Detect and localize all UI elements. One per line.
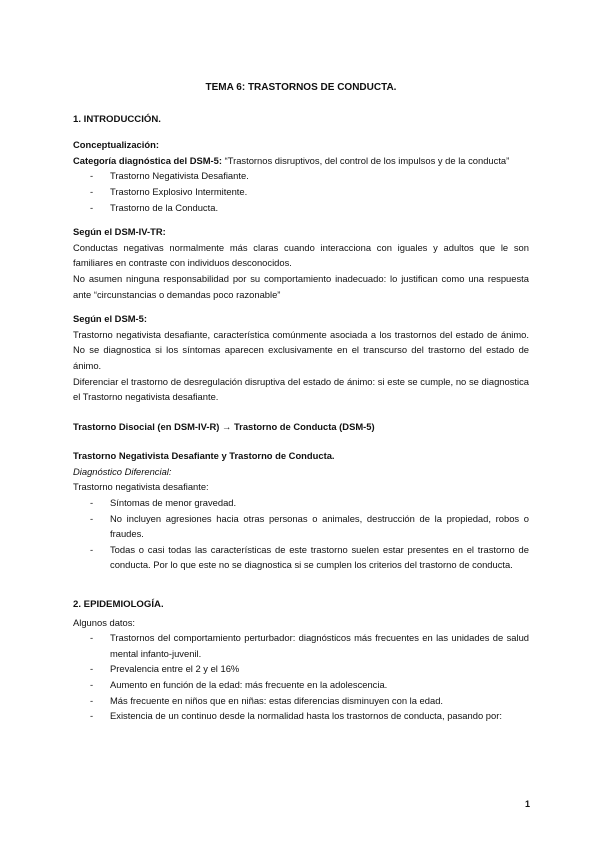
- list-item: - Trastorno Explosivo Intermitente.: [73, 184, 529, 200]
- dsm5-paragraph-2: Diferenciar el trastorno de desregulación disruptiva del estado de ánimo: si este se cumple, no se diagnostica el Trastorno negativista desafiante.: [73, 375, 529, 403]
- document-title: TEMA 6: TRASTORNOS DE CONDUCTA.: [205, 82, 397, 93]
- list-item: - Todas o casi todas las características de este trastorno suelen estar presentes en el trastorno de conducta. Por lo que este no se diagnostica si se cumplen los criterios del trastorno de conducta.: [73, 542, 529, 573]
- dsm4-paragraph-2: No asumen ninguna responsabilidad por su comportamiento inadecuado: lo justifican como una respuesta ante “circunstancias o demandas poco razonable”: [73, 272, 529, 300]
- tnd-heading: Trastorno Negativista Desafiante y Trastorno de Conducta.: [73, 450, 335, 462]
- list-item: - Existencia de un continuo desde la normalidad hasta los trastornos de conducta, pasando por:: [73, 708, 529, 724]
- dsm5-heading: Según el DSM-5:: [73, 313, 147, 325]
- epidemiology-list: [73, 630, 529, 724]
- section-heading-introduccion: 1. INTRODUCCIÓN.: [73, 113, 161, 125]
- list-item: - Trastorno de la Conducta.: [73, 200, 529, 216]
- category-list: [73, 168, 529, 215]
- tnd-list: [73, 495, 529, 573]
- epidemiology-intro: Algunos datos:: [73, 616, 136, 628]
- list-item: - No incluyen agresiones hacia otras personas o animales, destrucción de la propiedad, robos o fraudes.: [73, 511, 529, 542]
- document-content: [73, 80, 529, 724]
- list-item: - Más frecuente en niños que en niñas: estas diferencias disminuyen con la edad.: [73, 693, 529, 709]
- list-item: - Síntomas de menor gravedad.: [73, 495, 529, 511]
- disocial-heading: Trastorno Disocial (en DSM-IV-R) → Trastorno de Conducta (DSM-5): [73, 420, 375, 432]
- dsm5-category-text: “Trastornos disruptivos, del control de los impulsos y de la conducta”: [221, 154, 510, 166]
- list-item: - Aumento en función de la edad: más frecuente en la adolescencia.: [73, 677, 529, 693]
- list-item: - Trastorno Negativista Desafiante.: [73, 168, 529, 184]
- page-number: 1: [524, 799, 530, 809]
- dsm5-category-label: Categoría diagnóstica del DSM-5:: [73, 154, 222, 166]
- dsm4-paragraph-1: Conductas negativas normalmente más claras cuando interacciona con iguales y adultos que le son familiares en contraste con individuos desconocidos.: [73, 241, 529, 269]
- dsm5-category-paragraph: [73, 153, 529, 169]
- dsm5-paragraph-1: Trastorno negativista desafiante, característica comúnmente asociada a los trastornos del estado de ánimo. No se diagnostica si los síntomas aparecen exclusivamente en el transcurso del trastorno del estado de ánimo.: [73, 328, 529, 371]
- list-item: - Trastornos del comportamiento perturbador: diagnósticos más frecuentes en las unidades de salud mental infanto-juvenil.: [73, 630, 529, 661]
- tnd-label: Trastorno negativista desafiante:: [73, 481, 209, 493]
- dsm4-heading: Según el DSM-IV-TR:: [73, 226, 166, 238]
- section-heading-epidemiologia: 2. EPIDEMIOLOGÍA.: [73, 599, 164, 611]
- list-item: - Prevalencia entre el 2 y el 16%: [73, 661, 529, 677]
- conceptualization-label: Conceptualización:: [73, 139, 159, 151]
- differential-diagnosis-label: Diagnóstico Diferencial:: [73, 465, 172, 477]
